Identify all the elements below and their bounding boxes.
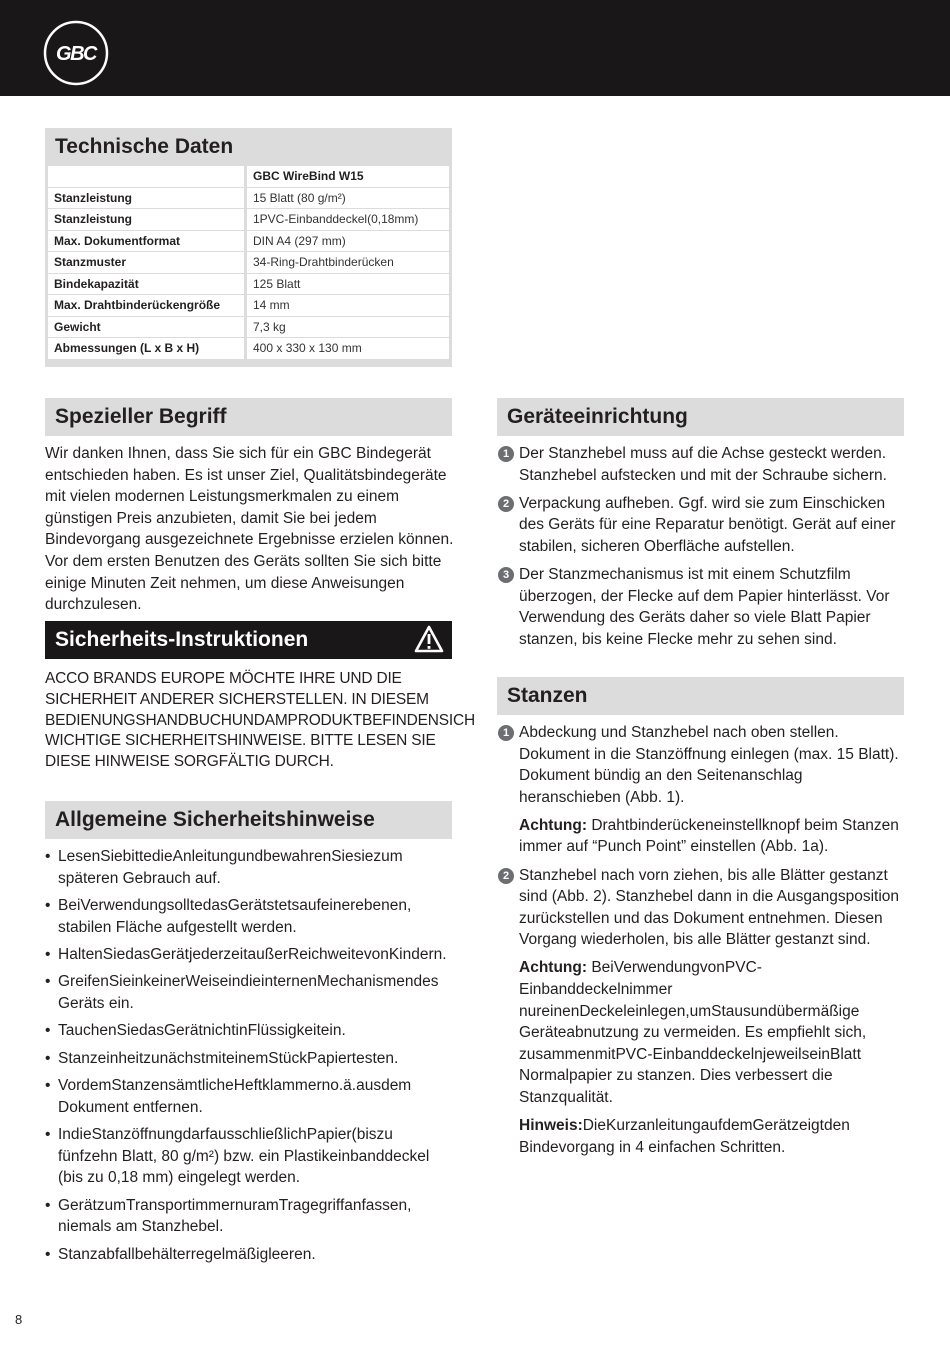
section-heading-sicherheits-instruktionen (45, 621, 452, 659)
svg-text:GBC: GBC (56, 43, 96, 65)
punching-step-2 (497, 865, 907, 951)
note-label: Achtung: (519, 816, 588, 834)
gbc-logo (43, 20, 109, 86)
section-heading-allgemeine-sicherheitshinweise: Allgemeine Sicherheitshinweise (45, 801, 452, 839)
list-item: • TauchenSiedasGerätnichtinFlüssigkeitein. (45, 1020, 455, 1042)
step-text: Der Stanzmechanismus ist mit einem Schutzfilm überzogen, der Flecke auf dem Papier hinterlässt. Vor Verwendung des Geräts daher so viele Blatt Papier stanzen, bis keine Flecke mehr zu sehen sind. (519, 565, 890, 648)
table-cell-value: 7,3 kg (247, 317, 449, 339)
step-number-badge: 1 (498, 446, 514, 462)
safety-bullet-list (45, 846, 455, 1271)
step-number-badge: 2 (498, 868, 514, 884)
table-cell-value: 14 mm (247, 295, 449, 317)
section-heading-label: Sicherheits-Instruktionen (55, 628, 309, 651)
table-row (48, 188, 449, 210)
table-cell-value: 1PVC-Einbanddeckel(0,18mm) (247, 209, 449, 231)
punching-note-3 (497, 1115, 907, 1158)
table-row (48, 338, 449, 360)
table-row (48, 317, 449, 339)
punching-note-1 (497, 815, 907, 858)
safety-instructions-paragraph: ACCO BRANDS EUROPE MÖCHTE IHRE UND DIE SICHERHEIT ANDERER SICHERSTELLEN. IN DIESEM BEDIENUNGSHANDBUCHUNDAMPRODUKTBEFINDENSICH WICHTIGE SICHERHEITSHINWEISE. BITTE LESEN SIE DIESE HINWEISE SORGFÄLTIG DURCH. (45, 670, 475, 771)
table-cell-key: Stanzleistung (48, 188, 247, 210)
step-text: Stanzhebel nach vorn ziehen, bis alle Blätter gestanzt sind (Abb. 2). Stanzhebel dann in die Ausgangsposition zurückstellen und das Dokument entnehmen. Diesen Vorgang wiederholen, bis alle Blätter gestanzt sind. (519, 866, 900, 949)
list-item: • Stanzabfallbehälterregelmäßigleeren. (45, 1244, 455, 1266)
note-label: Hinweis: (519, 1117, 583, 1135)
step-number-badge: 3 (498, 567, 514, 583)
list-item: • HaltenSiedasGerätjederzeitaußerReichweitevonKindern. (45, 944, 455, 966)
technical-data-table (48, 166, 449, 360)
punching-steps (497, 722, 907, 1165)
table-cell-key: Abmessungen (L x B x H) (48, 338, 247, 360)
section-heading-spezieller-begriff: Spezieller Begriff (45, 398, 452, 436)
punching-step-1 (497, 722, 907, 808)
step-text: Der Stanzhebel muss auf die Achse gesteckt werden. Stanzhebel aufstecken und mit der Schraube sichern. (519, 445, 887, 484)
setup-step-3 (497, 564, 907, 650)
table-row (48, 274, 449, 296)
table-row (48, 252, 449, 274)
setup-step-2 (497, 493, 907, 558)
section-heading-geraeteeinrichtung: Geräteeinrichtung (497, 398, 904, 436)
list-item: • LesenSiebittedieAnleitungundbewahrenSiesiezum späteren Gebrauch auf. (45, 846, 455, 889)
table-cell-value: 125 Blatt (247, 274, 449, 296)
punching-note-2 (497, 957, 907, 1108)
list-item: • BeiVerwendungsolltedasGerätstetsaufeinerebenen, stabilen Fläche aufgestellt werden. (45, 895, 455, 938)
list-item: • StanzeinheitzunächstmiteinemStückPapiertesten. (45, 1048, 455, 1070)
list-item: • VordemStanzensämtlicheHeftklammerno.ä.ausdem Dokument entfernen. (45, 1075, 455, 1118)
table-row (48, 295, 449, 317)
header-bar (0, 0, 950, 96)
technical-data-title: Technische Daten (55, 135, 234, 158)
list-item: • GerätzumTransportimmernuramTragegriffanfassen, niemals am Stanzhebel. (45, 1195, 455, 1238)
step-number-badge: 2 (498, 496, 514, 512)
table-header-empty (48, 166, 247, 188)
table-cell-value: 15 Blatt (80 g/m²) (247, 188, 449, 210)
table-cell-value: DIN A4 (297 mm) (247, 231, 449, 253)
table-cell-key: Bindekapazität (48, 274, 247, 296)
technical-data-panel (45, 128, 452, 367)
step-number-badge: 1 (498, 725, 514, 741)
note-text: Drahtbinderückeneinstellknopf beim Stanzen immer auf “Punch Point” einstellen (Abb. 1a). (519, 816, 899, 856)
table-row (48, 231, 449, 253)
table-cell-value: 400 x 330 x 130 mm (247, 338, 449, 360)
setup-step-1 (497, 443, 907, 486)
table-row (48, 209, 449, 231)
warning-triangle-icon (414, 625, 444, 653)
table-cell-key: Gewicht (48, 317, 247, 339)
page-number: 8 (15, 1312, 23, 1327)
table-cell-key: Stanzleistung (48, 209, 247, 231)
section-heading-stanzen: Stanzen (497, 677, 904, 715)
table-cell-key: Max. Drahtbinderückengröße (48, 295, 247, 317)
intro-paragraph: Wir danken Ihnen, dass Sie sich für ein GBC Bindegerät entschieden haben. Es ist unser Ziel, Qualitätsbindegeräte mit vielen modernen Leistungsmerkmalen zu einem günstigen Preis anzubieten, damit Sie bei jedem Bindevorgang ausgezeichnete Ergebnisse erzielen können. Vor dem ersten Benutzen des Geräts sollten Sie sich bitte einige Minuten Zeit nehmen, um diese Anweisungen durchzulesen. (45, 445, 454, 614)
note-label: Achtung: (519, 959, 588, 977)
setup-steps (497, 443, 907, 657)
table-header-model: GBC WireBind W15 (247, 166, 449, 188)
table-cell-key: Stanzmuster (48, 252, 247, 274)
list-item: • IndieStanzöffnungdarfausschließlichPapier(biszu fünfzehn Blatt, 80 g/m²) bzw. ein Plastikeinbanddeckel (bis zu 0,18 mm) eingelegt werden. (45, 1124, 455, 1189)
step-text: Abdeckung und Stanzhebel nach oben stellen. Dokument in die Stanzöffnung einlegen (max. 15 Blatt). Dokument bündig an den Seitenanschlag heranschieben (Abb. 1). (519, 724, 899, 806)
step-text: Verpackung aufheben. Ggf. wird sie zum Einschicken des Geräts für eine Reparatur benötigt. Gerät auf einer stabilen, sicheren Oberfläche aufstellen. (519, 494, 896, 555)
note-text: BeiVerwendungvonPVC-Einbanddeckelnimmer nureinenDeckeleinlegen,umStausundübermäßige Geräteabnutzung zu vermeiden. Es empfiehlt sich, zusammenmitPVC-EinbanddeckelnjeweilseinBlatt Normalpapier zu stanzen. Dies verbessert die Stanzqualität. (519, 959, 867, 1106)
table-cell-key: Max. Dokumentformat (48, 231, 247, 253)
list-item: • GreifenSieinkeinerWeiseindieinternenMechanismendes Geräts ein. (45, 971, 455, 1014)
note-text: DieKurzanleitungaufdemGerätzeigtden Bindevorgang in 4 einfachen Schritten. (519, 1117, 850, 1156)
table-cell-value: 34-Ring-Drahtbinderücken (247, 252, 449, 274)
table-header-row (48, 166, 449, 188)
